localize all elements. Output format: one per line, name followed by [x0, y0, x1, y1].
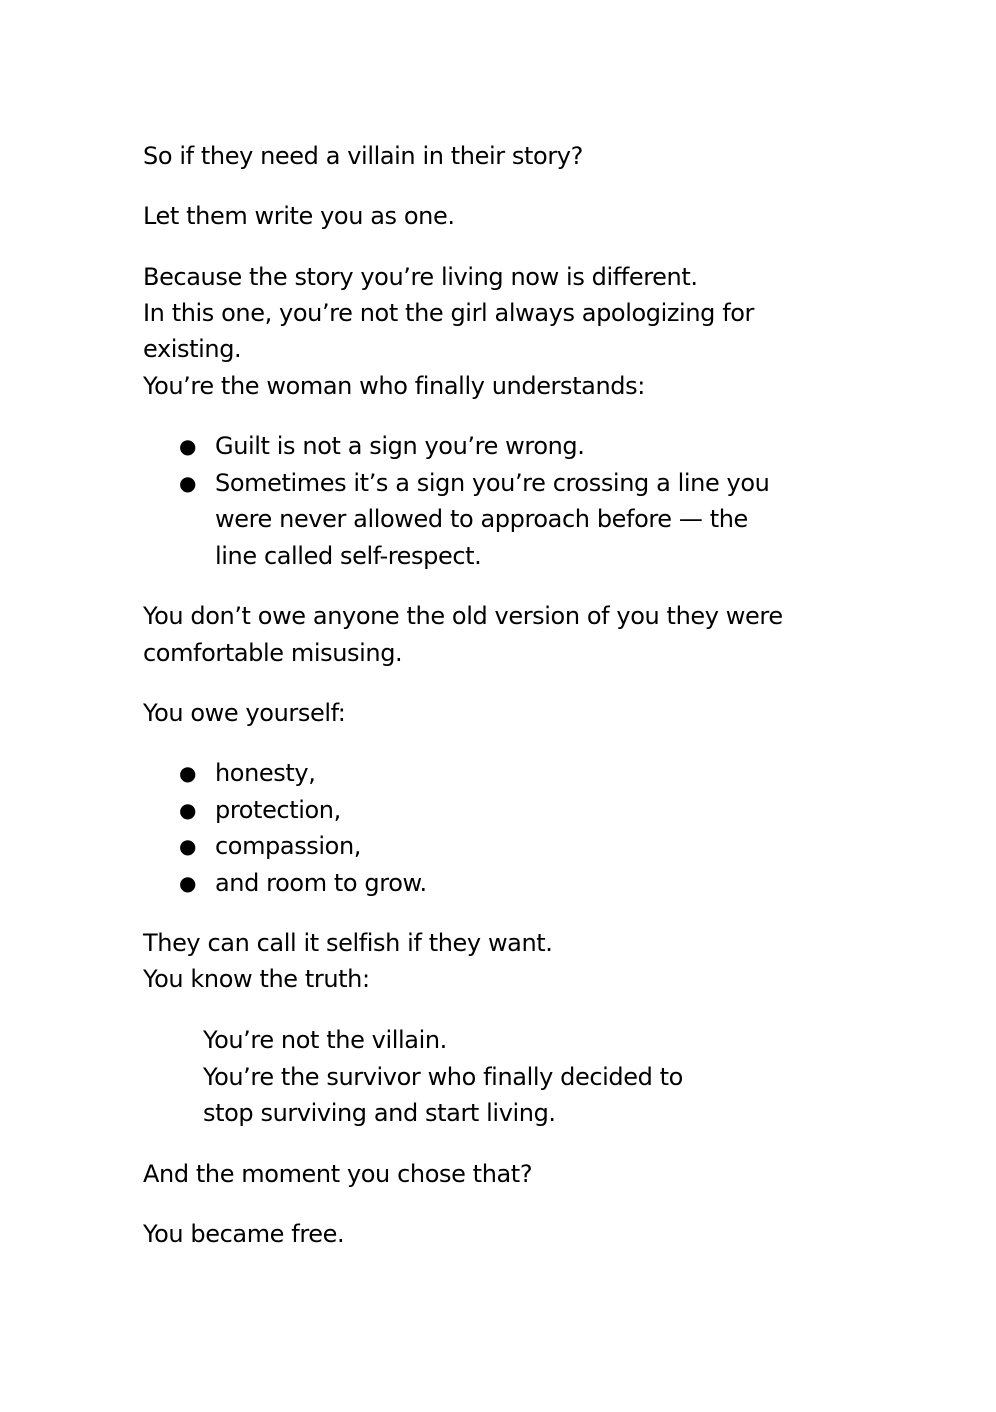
blockquote-line: You’re the survivor who finally decided to — [203, 1063, 683, 1091]
list-item-line: line called self-respect. — [215, 542, 482, 570]
list-item: honesty, — [215, 759, 316, 787]
paragraph-line: You know the truth: — [143, 965, 370, 993]
list-item: compassion, — [215, 832, 361, 860]
bullet-icon: ● — [179, 871, 197, 895]
paragraph: And the moment you chose that? — [143, 1160, 533, 1188]
paragraph: You became free. — [143, 1220, 345, 1248]
bullet-icon: ● — [179, 471, 197, 495]
paragraph-line: They can call it selfish if they want. — [143, 929, 553, 957]
paragraph-line: comfortable misusing. — [143, 639, 403, 667]
list-item: Guilt is not a sign you’re wrong. — [215, 432, 585, 460]
bullet-icon: ● — [179, 798, 197, 822]
paragraph: So if they need a villain in their story? — [143, 142, 583, 170]
paragraph: Let them write you as one. — [143, 202, 455, 230]
paragraph-line: existing. — [143, 335, 242, 363]
paragraph: You owe yourself: — [143, 699, 346, 727]
bullet-icon: ● — [179, 434, 197, 458]
bullet-icon: ● — [179, 834, 197, 858]
blockquote-line: stop surviving and start living. — [203, 1099, 556, 1127]
paragraph-line: Because the story you’re living now is different. — [143, 263, 698, 291]
list-item-line: were never allowed to approach before — the — [215, 505, 748, 533]
list-item: and room to grow. — [215, 869, 427, 897]
bullet-icon: ● — [179, 761, 197, 785]
list-item: Sometimes it’s a sign you’re crossing a line you — [215, 469, 770, 497]
blockquote-line: You’re not the villain. — [203, 1026, 447, 1054]
list-item: protection, — [215, 796, 341, 824]
paragraph-line: You’re the woman who finally understands: — [143, 372, 645, 400]
paragraph-line: In this one, you’re not the girl always apologizing for — [143, 299, 755, 327]
paragraph-line: You don’t owe anyone the old version of you they were — [143, 602, 783, 630]
